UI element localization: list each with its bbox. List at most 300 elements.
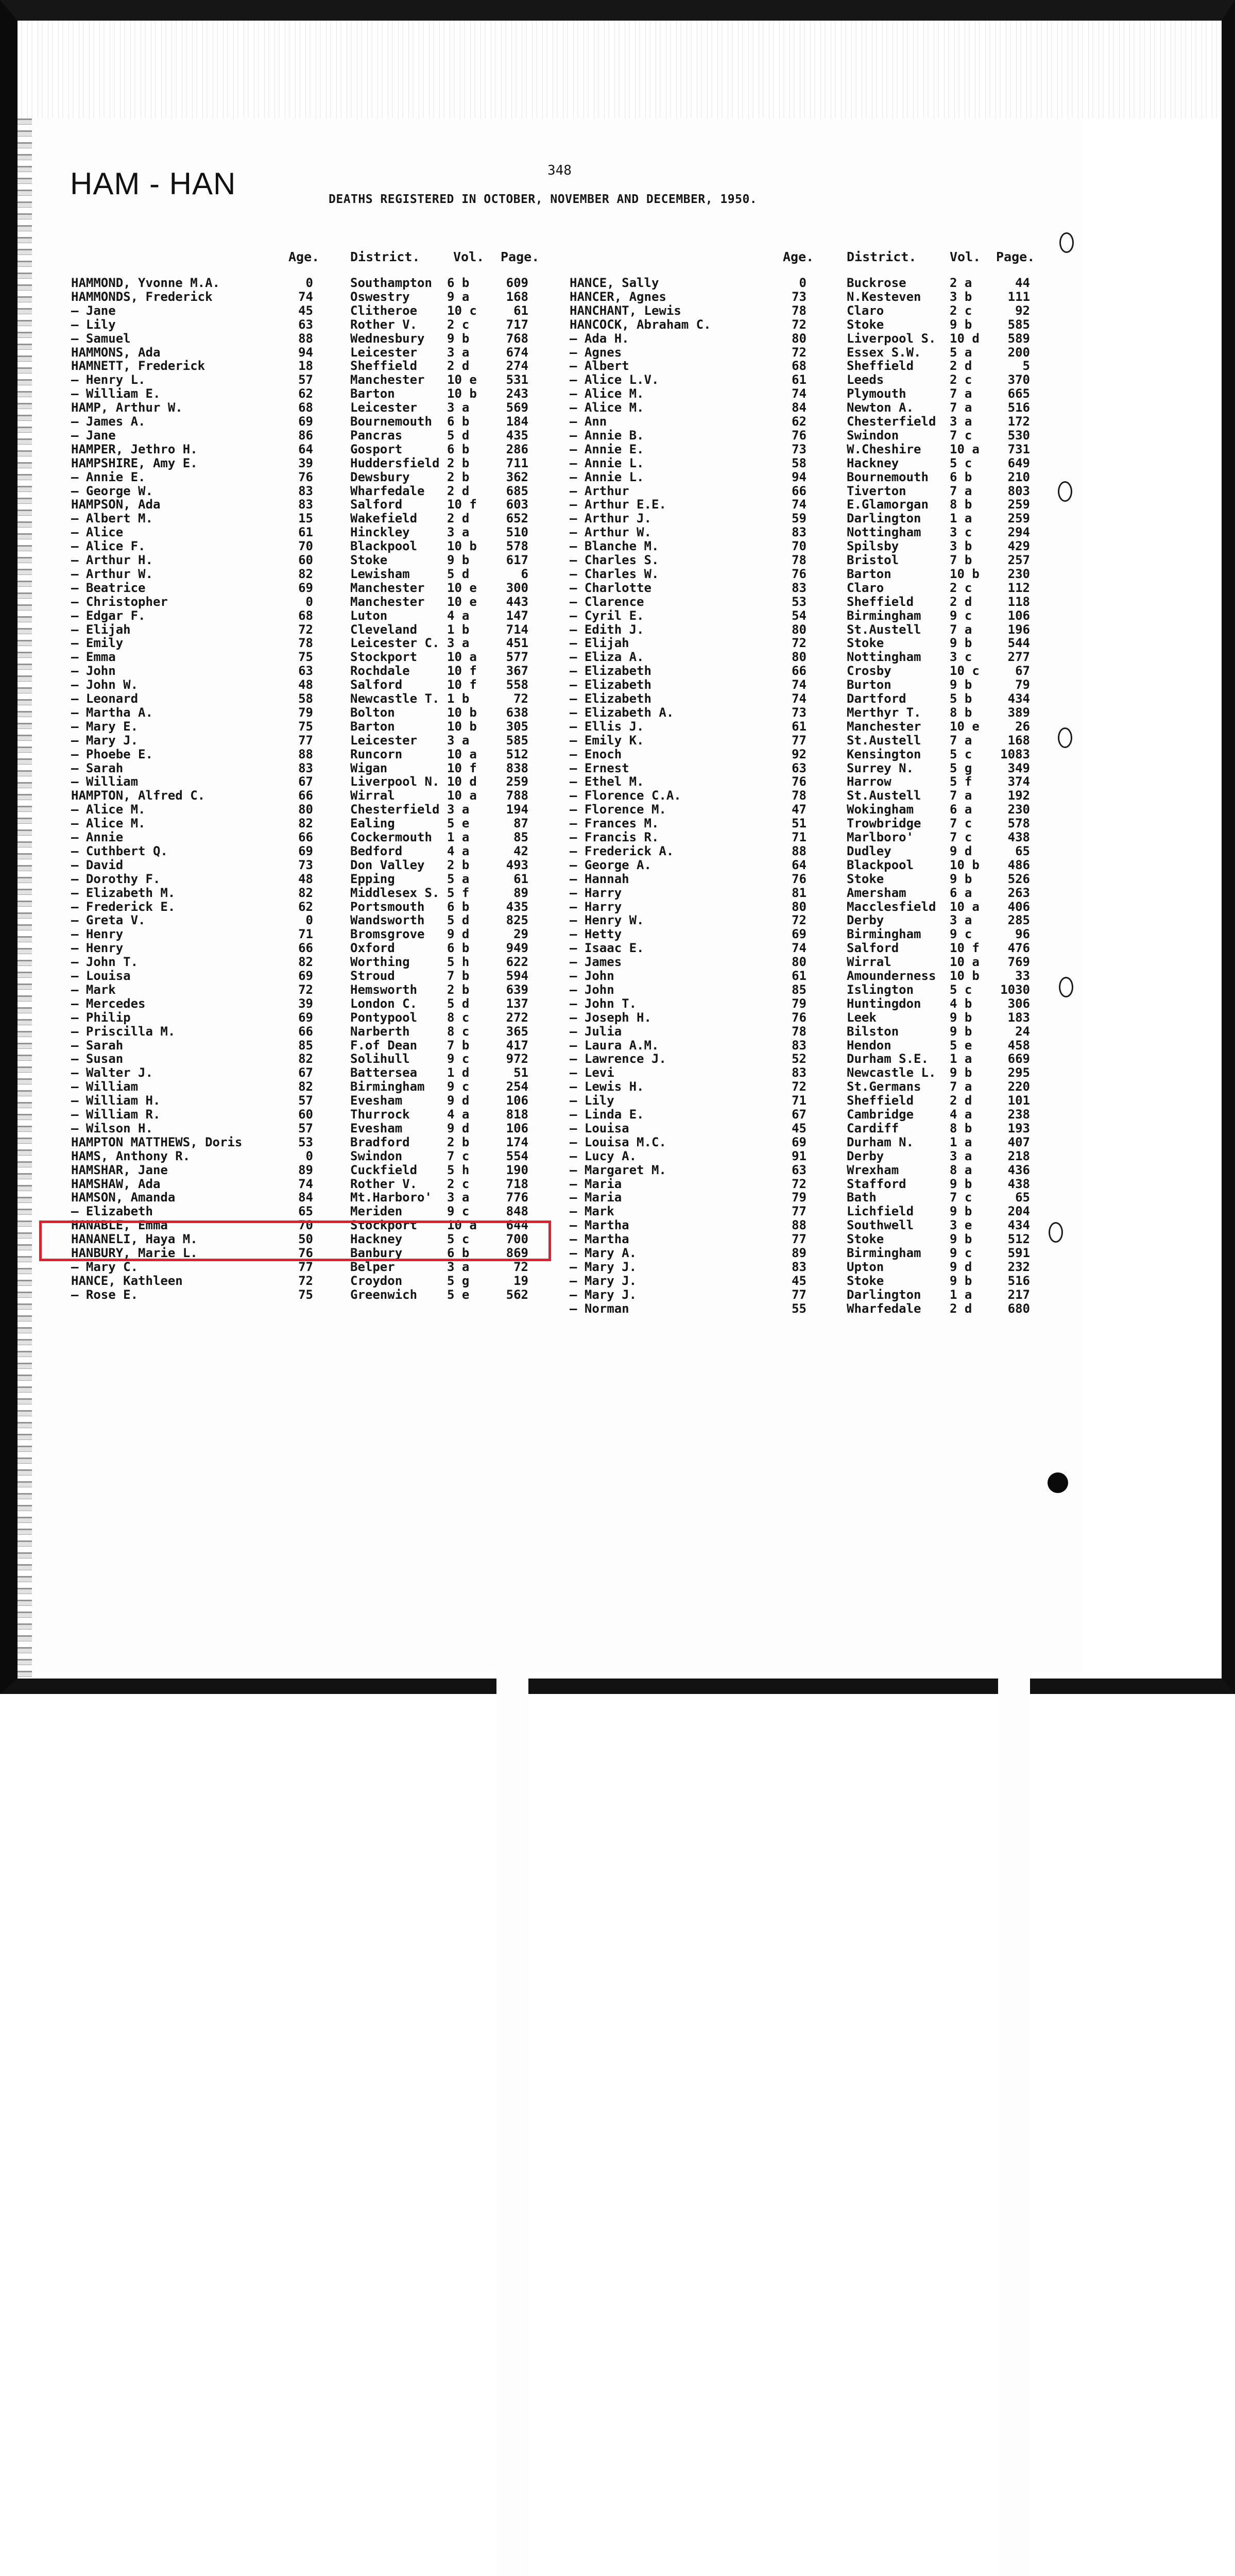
entry-district: St.Germans [847, 1080, 921, 1094]
entry-page: 649 [998, 456, 1030, 2007]
entry-volume: 6 b [447, 415, 469, 429]
entry-name: — Ernest [570, 761, 629, 775]
entry-volume: 2 c [950, 304, 972, 318]
entry-page: 87 [496, 817, 528, 2367]
entry-district: Barton [847, 567, 891, 581]
entry-name: — Elizabeth [570, 664, 651, 678]
entry-page: 680 [998, 1302, 1030, 2576]
entry-name: HAMMOND, Yvonne M.A. [71, 276, 220, 290]
entry-district: Lewisham [350, 567, 410, 581]
entry-name: — Emily K. [570, 734, 644, 748]
entry-age: 79 [289, 706, 313, 720]
entry-volume: 5 c [447, 1232, 469, 1246]
entry-name: — Alice L.V. [570, 373, 659, 387]
entry-volume: 6 b [447, 276, 469, 290]
register-entry [0, 886, 1235, 900]
entry-age: 74 [783, 387, 807, 401]
entry-page: 530 [998, 429, 1030, 1979]
entry-page: 617 [496, 553, 528, 2104]
entry-district: Birmingham [847, 927, 921, 941]
entry-district: Gosport [350, 443, 402, 456]
entry-volume: 1 b [447, 692, 469, 706]
entry-age: 69 [289, 844, 313, 858]
entry-name: — Alice [71, 526, 123, 539]
entry-page: 674 [496, 346, 528, 1896]
entry-name: — Isaac E. [570, 941, 644, 955]
entry-age: 45 [783, 1274, 807, 1288]
entry-page: 26 [998, 720, 1030, 2270]
entry-district: Don Valley [350, 858, 425, 872]
entry-age: 45 [289, 304, 313, 318]
entry-age: 83 [289, 498, 313, 512]
entry-name: — Mary J. [570, 1274, 637, 1288]
entry-name: HAMPSHIRE, Amy E. [71, 456, 198, 470]
entry-age: 0 [289, 1149, 313, 1163]
entry-volume: 6 b [447, 941, 469, 955]
entry-age: 83 [289, 761, 313, 775]
entry-age: 74 [289, 1177, 313, 1191]
entry-age: 88 [783, 844, 807, 858]
punch-hole [1059, 977, 1073, 997]
entry-district: Sheffield [847, 359, 914, 373]
entry-age: 63 [289, 664, 313, 678]
entry-name: — Lawrence J. [570, 1052, 666, 1066]
entry-page: 776 [496, 1191, 528, 2576]
register-entry [0, 1011, 1235, 1025]
entry-name: — Annie L. [570, 456, 644, 470]
entry-page: 544 [998, 636, 1030, 2187]
register-entry [0, 1052, 1235, 1066]
entry-volume: 9 b [447, 332, 469, 346]
entry-age: 72 [783, 318, 807, 332]
entry-district: St.Austell [847, 789, 921, 803]
entry-district: Runcorn [350, 748, 402, 761]
entry-name: — Arthur E.E. [570, 498, 666, 512]
entry-district: Worthing [350, 955, 410, 969]
entry-age: 71 [289, 927, 313, 941]
entry-name: — Frederick A. [570, 844, 674, 858]
entry-volume: 10 e [447, 595, 477, 609]
entry-district: Wokingham [847, 803, 914, 817]
entry-age: 85 [289, 1039, 313, 1053]
entry-age: 61 [783, 969, 807, 983]
entry-district: Amounderness [847, 969, 936, 983]
register-entry [0, 373, 1235, 387]
entry-district: Battersea [350, 1066, 417, 1080]
entry-volume: 9 d [447, 1122, 469, 1136]
entry-district: N.Kesteven [847, 290, 921, 304]
register-entry [0, 983, 1235, 997]
entry-volume: 10 b [950, 969, 980, 983]
entry-age: 74 [783, 498, 807, 512]
entry-district: Islington [847, 983, 914, 997]
entry-volume: 7 c [447, 1149, 469, 1163]
entry-page: 232 [998, 1260, 1030, 2576]
entry-volume: 7 c [950, 817, 972, 831]
register-entry [0, 775, 1235, 789]
entry-name: — Samuel [71, 332, 131, 346]
entry-age: 39 [289, 456, 313, 470]
entry-volume: 2 d [447, 359, 469, 373]
entry-district: Bath [847, 1191, 877, 1205]
entry-page: 168 [998, 734, 1030, 2284]
entry-volume: 10 e [447, 373, 477, 387]
entry-page: 243 [496, 387, 528, 1938]
entry-volume: 3 a [447, 734, 469, 748]
entry-page: 434 [998, 692, 1030, 2243]
entry-age: 81 [783, 886, 807, 900]
entry-page: 259 [496, 775, 528, 2326]
entry-name: — Rose E. [71, 1288, 138, 1302]
entry-volume: 3 b [950, 290, 972, 304]
entry-district: Derby [847, 1149, 884, 1163]
entry-name: — Hannah [570, 872, 629, 886]
entry-page: 218 [998, 1149, 1030, 2576]
entry-volume: 10 f [447, 761, 477, 775]
entry-name: — Elijah [570, 636, 629, 650]
entry-name: — Arthur H. [71, 553, 153, 567]
register-entry [0, 581, 1235, 595]
entry-district: Chesterfield [847, 415, 936, 429]
entry-age: 80 [783, 332, 807, 346]
entry-district: Mt.Harboro' [350, 1191, 432, 1205]
entry-volume: 3 a [950, 913, 972, 927]
entry-name: — Annie E. [71, 470, 146, 484]
entry-name: — Joseph H. [570, 1011, 651, 1025]
entry-district: Evesham [350, 1094, 402, 1108]
entry-age: 62 [783, 415, 807, 429]
entry-page: 61 [496, 304, 528, 1855]
entry-volume: 5 c [950, 748, 972, 761]
entry-district: Solihull [350, 1052, 410, 1066]
entry-volume: 7 a [950, 387, 972, 401]
entry-district: Blackpool [350, 539, 417, 553]
right-age-header: Age. [783, 249, 814, 264]
register-entry [0, 318, 1235, 332]
entry-district: Banbury [350, 1246, 402, 1260]
entry-page: 5 [998, 359, 1030, 1910]
entry-page: 435 [496, 900, 528, 2451]
register-entry [0, 1108, 1235, 1122]
entry-page: 458 [998, 1039, 1030, 2576]
entry-page: 516 [998, 1274, 1030, 2576]
entry-volume: 1 a [950, 1288, 972, 1302]
register-entry [0, 969, 1235, 983]
entry-name: — Elizabeth M. [71, 886, 175, 900]
register-entry [0, 955, 1235, 969]
entry-name: — Eliza A. [570, 650, 644, 664]
register-entry [0, 734, 1235, 748]
entry-district: Macclesfield [847, 900, 936, 914]
entry-volume: 10 f [950, 941, 980, 955]
entry-page: 33 [998, 969, 1030, 2520]
register-entry [0, 1260, 1235, 1274]
entry-page: 803 [998, 484, 1030, 2035]
entry-page: 111 [998, 290, 1030, 1841]
page-number: 348 [547, 163, 572, 178]
entry-age: 76 [783, 872, 807, 886]
entry-volume: 8 c [447, 1025, 469, 1039]
entry-page: 512 [998, 1232, 1030, 2576]
entry-page: 210 [998, 470, 1030, 2021]
entry-district: Barton [350, 720, 395, 734]
entry-page: 306 [998, 997, 1030, 2548]
entry-district: Sheffield [847, 595, 914, 609]
entry-page: 367 [496, 664, 528, 2215]
entry-volume: 10 b [950, 567, 980, 581]
entry-name: — Alice M. [570, 387, 644, 401]
entry-page: 718 [496, 1177, 528, 2576]
entry-name: — Arthur J. [570, 512, 651, 526]
entry-age: 72 [783, 346, 807, 360]
entry-volume: 7 a [950, 789, 972, 803]
entry-page: 42 [496, 844, 528, 2395]
entry-volume: 7 b [447, 969, 469, 983]
entry-page: 493 [496, 858, 528, 2409]
entry-page: 644 [496, 1218, 528, 2576]
entry-volume: 2 b [447, 470, 469, 484]
entry-name: — Mercedes [71, 997, 146, 1011]
entry-district: Claro [847, 304, 884, 318]
register-entry [0, 290, 1235, 304]
entry-volume: 10 a [950, 900, 980, 914]
entry-age: 74 [289, 290, 313, 304]
entry-page: 370 [998, 373, 1030, 1924]
entry-page: 838 [496, 761, 528, 2312]
entry-name: — Elizabeth [71, 1205, 153, 1218]
entry-volume: 6 b [447, 1246, 469, 1260]
entry-volume: 10 d [447, 775, 477, 789]
entry-volume: 7 a [950, 484, 972, 498]
entry-age: 63 [783, 1163, 807, 1177]
entry-name: — John T. [570, 997, 637, 1011]
entry-name: — Frances M. [570, 817, 659, 831]
entry-page: 200 [998, 346, 1030, 1896]
register-entry [0, 720, 1235, 734]
entry-name: — Alice M. [71, 817, 146, 831]
entry-page: 295 [998, 1066, 1030, 2576]
register-entry [0, 484, 1235, 498]
entry-page: 434 [998, 1218, 1030, 2576]
entry-page: 300 [496, 581, 528, 2132]
entry-name: — Elizabeth A. [570, 706, 674, 720]
entry-page: 558 [496, 678, 528, 2229]
entry-name: — Norman [570, 1302, 629, 1316]
entry-district: Upton [847, 1260, 884, 1274]
entry-age: 75 [289, 720, 313, 734]
entry-volume: 5 e [950, 1039, 972, 1053]
left-page-header: Page. [501, 249, 539, 264]
entry-name: — Levi [570, 1066, 614, 1080]
entry-age: 89 [289, 1163, 313, 1177]
register-entry [0, 332, 1235, 346]
entry-page: 230 [998, 567, 1030, 2118]
entry-district: Ealing [350, 817, 395, 831]
entry-age: 73 [289, 858, 313, 872]
entry-district: Oxford [350, 941, 395, 955]
entry-volume: 9 b [950, 1232, 972, 1246]
entry-volume: 9 d [950, 844, 972, 858]
register-entry [0, 1288, 1235, 1302]
entry-page: 89 [496, 886, 528, 2437]
entry-volume: 3 a [447, 346, 469, 360]
register-entry [0, 997, 1235, 1011]
register-entry [0, 844, 1235, 858]
entry-page: 196 [998, 623, 1030, 2174]
entry-volume: 1 a [950, 1136, 972, 1149]
right-district-header: District. [847, 249, 916, 264]
entry-name: — Henry [71, 927, 123, 941]
entry-name: — Charles S. [570, 553, 659, 567]
entry-age: 76 [783, 567, 807, 581]
entry-age: 68 [783, 359, 807, 373]
entry-age: 53 [783, 595, 807, 609]
register-entry [0, 1205, 1235, 1218]
entry-name: — David [71, 858, 123, 872]
entry-name: — Ethel M. [570, 775, 644, 789]
entry-page: 435 [496, 429, 528, 1979]
entry-district: W.Cheshire [847, 443, 921, 456]
entry-district: Hemsworth [350, 983, 417, 997]
entry-page: 589 [998, 332, 1030, 1883]
entry-page: 204 [998, 1205, 1030, 2576]
entry-volume: 9 b [950, 872, 972, 886]
entry-volume: 10 c [447, 304, 477, 318]
entry-volume: 2 a [950, 276, 972, 290]
entry-page: 362 [496, 470, 528, 2021]
entry-page: 51 [496, 1066, 528, 2576]
entry-name: — Alice M. [71, 803, 146, 817]
entry-name: — William E. [71, 387, 160, 401]
entry-name: HAMP, Arthur W. [71, 401, 183, 415]
register-entry [0, 1191, 1235, 1205]
entry-volume: 10 b [447, 387, 477, 401]
entry-page: 669 [998, 1052, 1030, 2576]
entry-volume: 2 c [950, 581, 972, 595]
entry-name: — Frederick E. [71, 900, 175, 914]
entry-page: 85 [496, 831, 528, 2381]
register-entry [0, 1177, 1235, 1191]
register-entry [0, 1122, 1235, 1136]
entry-age: 75 [289, 1288, 313, 1302]
entry-page: 769 [998, 955, 1030, 2506]
entry-page: 168 [496, 290, 528, 1841]
register-entry [0, 636, 1235, 650]
entry-age: 69 [289, 969, 313, 983]
entry-age: 76 [289, 1246, 313, 1260]
entry-volume: 10 c [950, 664, 980, 678]
punch-hole [1059, 232, 1074, 253]
entry-district: Durham N. [847, 1136, 914, 1149]
entry-district: Stoke [350, 553, 387, 567]
entry-age: 58 [289, 692, 313, 706]
entry-name: — Susan [71, 1052, 123, 1066]
entry-page: 174 [496, 1136, 528, 2576]
entry-name: — Emma [71, 650, 116, 664]
entry-age: 73 [783, 706, 807, 720]
entry-name: — Phoebe E. [71, 748, 153, 761]
entry-page: 516 [998, 401, 1030, 1952]
entry-age: 71 [783, 831, 807, 844]
entry-volume: 5 d [447, 567, 469, 581]
entry-page: 438 [998, 831, 1030, 2381]
entry-age: 83 [289, 484, 313, 498]
entry-page: 731 [998, 443, 1030, 1993]
entry-age: 72 [783, 913, 807, 927]
entry-district: Marlboro' [847, 831, 914, 844]
entry-age: 82 [289, 955, 313, 969]
register-entry [0, 359, 1235, 373]
entry-volume: 9 b [950, 636, 972, 650]
entry-page: 848 [496, 1205, 528, 2576]
entry-page: 44 [998, 276, 1030, 1827]
entry-page: 510 [496, 526, 528, 2076]
entry-district: London C. [350, 997, 417, 1011]
entry-name: — Laura A.M. [570, 1039, 659, 1053]
entry-district: Manchester [350, 595, 425, 609]
entry-name: — Annie [71, 831, 123, 844]
entry-volume: 3 e [950, 1218, 972, 1232]
entry-volume: 4 a [447, 609, 469, 623]
register-entry [0, 858, 1235, 872]
entry-name: — Maria [570, 1191, 622, 1205]
register-entry [0, 415, 1235, 429]
entry-name: — Lily [570, 1094, 614, 1108]
entry-district: St.Austell [847, 623, 921, 637]
entry-district: Manchester [350, 581, 425, 595]
entry-district: Spilsby [847, 539, 899, 553]
register-entry [0, 1163, 1235, 1177]
entry-age: 69 [289, 1011, 313, 1025]
entry-page: 407 [998, 1136, 1030, 2576]
entry-volume: 3 a [447, 526, 469, 539]
entry-district: Evesham [350, 1122, 402, 1136]
entry-district: Swindon [350, 1149, 402, 1163]
entry-volume: 9 d [950, 1260, 972, 1274]
entry-page: 238 [998, 1108, 1030, 2576]
entry-district: Belper [350, 1260, 395, 1274]
entry-volume: 5 a [950, 346, 972, 360]
entry-age: 88 [783, 1218, 807, 1232]
entry-age: 0 [289, 913, 313, 927]
entry-volume: 2 d [950, 1302, 972, 1316]
entry-district: Wrexham [847, 1163, 899, 1177]
entry-age: 68 [289, 401, 313, 415]
entry-name: — Mary J. [570, 1260, 637, 1274]
entry-volume: 9 b [950, 678, 972, 692]
entry-name: — William [71, 1080, 138, 1094]
register-entry [0, 831, 1235, 844]
entry-name: — Louisa M.C. [570, 1136, 666, 1149]
entry-district: Bristol [847, 553, 899, 567]
entry-district: Birmingham [350, 1080, 425, 1094]
entry-district: Cleveland [350, 623, 417, 637]
entry-name: — Mary A. [570, 1246, 637, 1260]
entry-page: 436 [998, 1163, 1030, 2576]
entry-page: 578 [998, 817, 1030, 2367]
entry-age: 86 [289, 429, 313, 443]
entry-page: 531 [496, 373, 528, 1924]
entry-name: HAMMONS, Ada [71, 346, 160, 360]
entry-age: 48 [289, 678, 313, 692]
entry-volume: 5 d [447, 913, 469, 927]
entry-age: 54 [783, 609, 807, 623]
entry-name: — Arthur [570, 484, 629, 498]
punch-hole [1049, 1222, 1063, 1243]
entry-volume: 9 b [447, 553, 469, 567]
entry-age: 50 [289, 1232, 313, 1246]
entry-volume: 10 b [447, 539, 477, 553]
